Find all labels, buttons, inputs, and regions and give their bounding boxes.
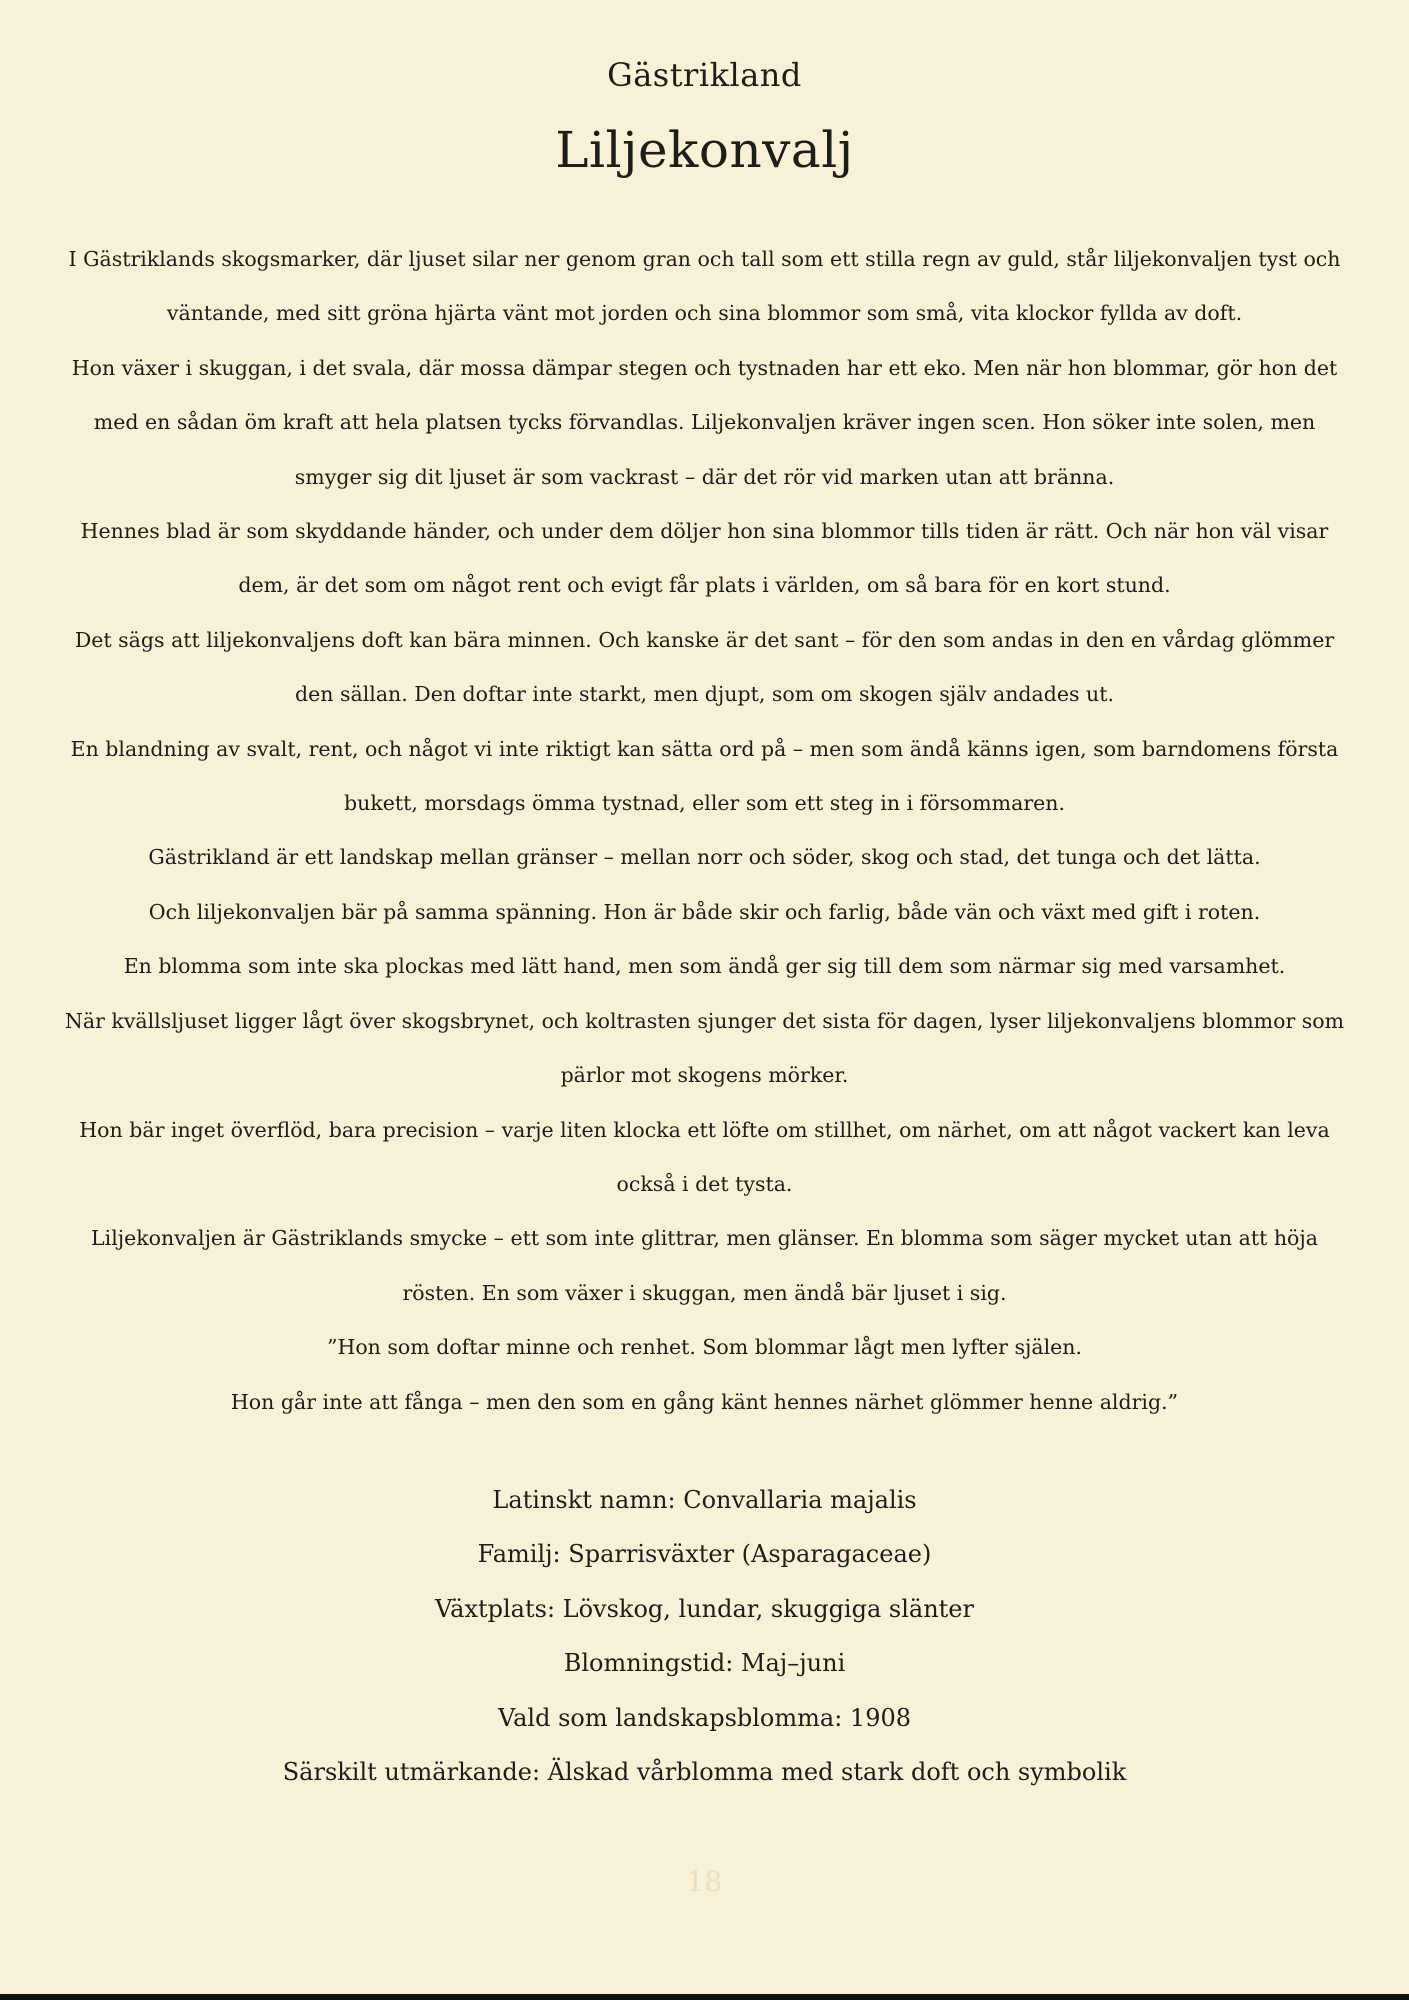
body-text: [58, 232, 1351, 1429]
bottom-divider: [0, 1994, 1409, 2000]
paragraph: Gästrikland är ett landskap mellan gränser – mellan norr och söder, skog och stad, det tunga och det lätta.: [148, 845, 1261, 870]
paragraph: Och liljekonvaljen bär på samma spänning. Hon är både skir och farlig, både vän och växt med gift i roten.: [148, 899, 1261, 924]
paragraph: När kvällsljuset ligger lågt över skogsbrynet, och koltrasten sjunger det sista för dagen, lyser liljekonvaljens blommor som pärlor mot skogens mörker.: [64, 1008, 1345, 1088]
fact-habitat: Växtplats: Lövskog, lundar, skuggiga slänter: [435, 1594, 974, 1623]
paragraph: Hennes blad är som skyddande händer, och under dem döljer hon sina blommor tills tiden är rätt. Och när hon väl visar dem, är det som om något rent och evigt får plats i världen, om så bara för en kort stund.: [80, 519, 1329, 598]
quote-line: Hon går inte att fånga – men den som en gång känt hennes närhet glömmer henne aldrig.”: [230, 1389, 1179, 1414]
paragraph: En blomma som inte ska plockas med lätt hand, men som ändå ger sig till dem som närmar sig med varsamhet.: [123, 954, 1286, 979]
paragraph: Liljekonvaljen är Gästriklands smycke – ett som inte glittrar, men glänser. En blomma som säger mycket utan att höja rösten. En som växer i skuggan, men ändå bär ljuset i sig.: [91, 1226, 1318, 1305]
fact-list: [60, 1473, 1349, 1799]
paragraph: Det sägs att liljekonvaljens doft kan bära minnen. Och kanske är det sant – för den som andas in den en vårdag glömmer den sällan. Den doftar inte starkt, men djupt, som om skogen själv andades ut.: [74, 627, 1335, 707]
fact-flowering-time: Blomningstid: Maj–juni: [563, 1649, 846, 1678]
fact-chosen-year: Vald som landskapsblomma: 1908: [497, 1703, 911, 1732]
paragraph: Hon bär inget överflöd, bara precision – varje liten klocka ett löfte om stillhet, om närhet, om att något vackert kan leva också i det tysta.: [79, 1117, 1330, 1196]
page-title: Liljekonvalj: [555, 121, 854, 179]
paragraph: I Gästriklands skogsmarker, där ljuset silar ner genom gran och tall som ett stilla regn av guld, står liljekonvaljen tyst och väntande, med sitt gröna hjärta vänt mot jorden och sina blommor som små, vita klockor fyllda av doft.: [68, 247, 1341, 326]
quote-line: ”Hon som doftar minne och renhet. Som blommar lågt men lyfter själen.: [326, 1335, 1083, 1360]
region-heading: Gästrikland: [607, 56, 802, 94]
fact-special-features: Särskilt utmärkande: Älskad vårblomma med stark doft och symbolik: [282, 1758, 1127, 1787]
paragraph: Hon växer i skuggan, i det svala, där mossa dämpar stegen och tystnaden har ett eko. Men när hon blommar, gör hon det med en sådan öm kraft att hela platsen tycks förvandlas. Liljekonvaljen kräver ingen scen. Hon söker inte solen, men smyger sig dit ljuset är som vackrast – där det rör vid marken utan att bränna.: [71, 355, 1338, 489]
fact-family: Familj: Sparrisväxter (Asparagaceae): [477, 1540, 932, 1569]
paragraph: En blandning av svalt, rent, och något vi inte riktigt kan sätta ord på – men som ändå känns igen, som barndomens första bukett, morsdags ömma tystnad, eller som ett steg in i försommaren.: [70, 736, 1339, 816]
fact-latin-name: Latinskt namn: Convallaria majalis: [492, 1486, 917, 1514]
page-number: 18: [686, 1865, 723, 1898]
